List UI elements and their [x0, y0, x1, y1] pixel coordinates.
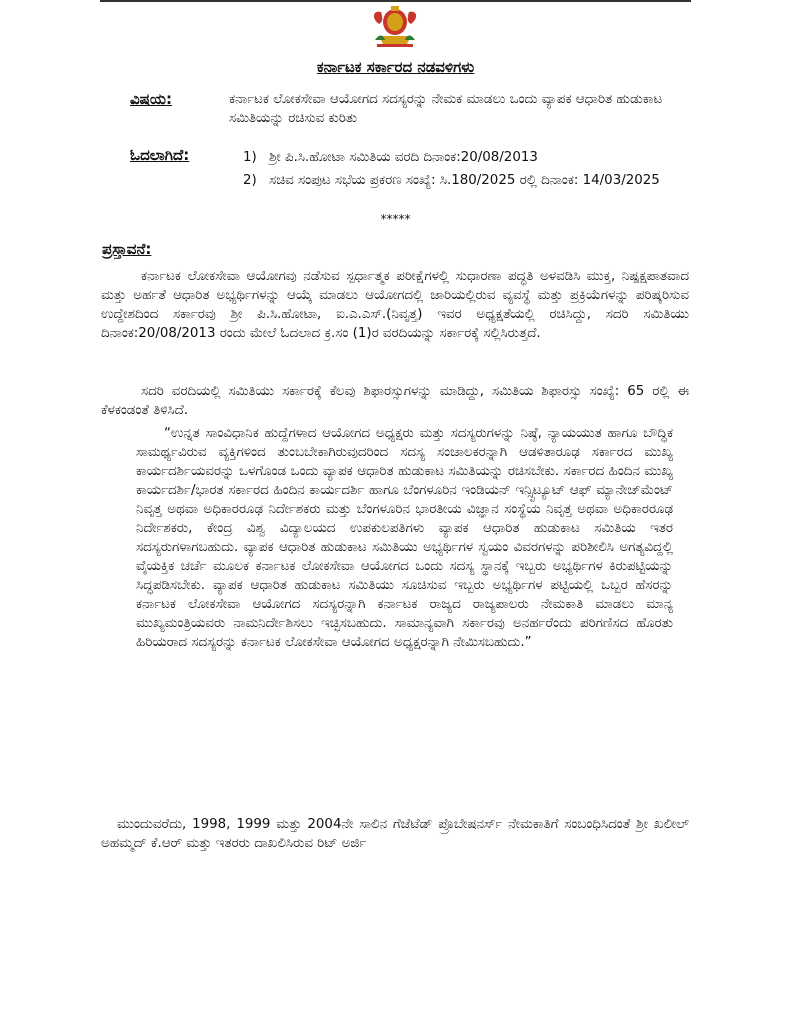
reference-text: ಸಚಿವ ಸಂಪುಟ ಸಭೆಯ ಪ್ರಕರಣ ಸಂಖ್ಯೆ: ಸಿ.180/2025 ರಲ್ಲಿ ದಿನಾಂಕ: 14/03/2025	[269, 173, 660, 188]
quoted-recommendation: “ಉನ್ನತ ಸಾಂವಿಧಾನಿಕ ಹುದ್ದೆಗಳಾದ ಆಯೋಗದ ಅಧ್ಯಕ್ಷರು ಮತ್ತು ಸದಸ್ಯರುಗಳನ್ನು ನಿಷ್ಠೆ, ನ್ಯಾಯಯುತ ಹಾಗೂ ಬೌದ್ಧಿಕ ಸಾಮರ್ಥ್ಯವಿರುವ ವ್ಯಕ್ತಿಗಳಿಂದ ತುಂಬಬೇಕಾಗಿರುವುದರಿಂದ ಸದಸ್ಯ ಸಂಚಾಲಕರನ್ನಾಗಿ ಆಡಳಿತಾರೂಢ ಸರ್ಕಾರದ ಮುಖ್ಯ ಕಾರ್ಯದರ್ಶಿಯವರನ್ನು ಒಳಗೊಂಡ ಒಂದು ವ್ಯಾಪಕ ಆಧಾರಿತ ಹುಡುಕಾಟ ಸಮಿತಿಯನ್ನು ರಚಿಸಬೇಕು. ಸರ್ಕಾರದ ಹಿಂದಿನ ಮುಖ್ಯ ಕಾರ್ಯದರ್ಶಿ/ಭಾರತ ಸರ್ಕಾರದ ಹಿಂದಿನ ಕಾರ್ಯದರ್ಶಿ ಹಾಗೂ ಬೆಂಗಳೂರಿನ ಇಂಡಿಯನ್ ಇನ್ಸ್ಟಿಟ್ಯೂಟ್ ಆಫ್ ಮ್ಯಾನೇಜ್‌ಮೆಂಟ್ ನಿವೃತ್ತ ಅಥವಾ ಅಧಿಕಾರರೂಢ ನಿರ್ದೇಶಕರು ಮತ್ತು ಬೆಂಗಳೂರಿನ ಭಾರತೀಯ ವಿಜ್ಞಾನ ಸಂಸ್ಥೆಯ ನಿವೃತ್ತ ಅಥವಾ ಅಧಿಕಾರರೂಢ ನಿರ್ದೇಶಕರು, ಕೇಂದ್ರ ವಿಶ್ವ ವಿದ್ಯಾಲಯದ ಉಪಕುಲಪತಿಗಳು ವ್ಯಾಪಕ ಆಧಾರಿತ ಹುಡುಕಾಟ ಸಮಿತಿಯ ಇತರ ಸದಸ್ಯರುಗಳಾಗಬಹುದು. ವ್ಯಾಪಕ ಆಧಾರಿತ ಹುಡುಕಾಟ ಸಮಿತಿಯು ಅಭ್ಯರ್ಥಿಗಳ ಸ್ವಯಂ ವಿವರಗಳನ್ನು ಪರಿಶೀಲಿಸಿ ಅಗತ್ಯವಿದ್ದಲ್ಲಿ ವೈಯಕ್ತಿಕ ಚರ್ಚೆ ಮೂಲಕ ಕರ್ನಾಟಕ ಲೋಕಸೇವಾ ಆಯೋಗದ ಒಂದು ಸದಸ್ಯ ಸ್ಥಾನಕ್ಕೆ ಇಬ್ಬರು ಅಭ್ಯರ್ಥಿಗಳ ಕಿರುಪಟ್ಟಿಯನ್ನು ಸಿದ್ಧಪಡಿಸಬೇಕು. ವ್ಯಾಪಕ ಆಧಾರಿತ ಹುಡುಕಾಟ ಸಮಿತಿಯು ಸೂಚಿಸುವ ಇಬ್ಬರು ಅಭ್ಯರ್ಥಿಗಳ ಪಟ್ಟಿಯಲ್ಲಿ ಒಬ್ಬರ ಹೆಸರನ್ನು ಕರ್ನಾಟಕ ಲೋಕಸೇವಾ ಆಯೋಗದ ಸದಸ್ಯರನ್ನಾಗಿ ಕರ್ನಾಟಕ ರಾಜ್ಯದ ರಾಜ್ಯಪಾಲರು ನೇಮಕಾತಿ ಮಾಡಲು ಮಾನ್ಯ ಮುಖ್ಯಮಂತ್ರಿಯವರು ನಾಮನಿರ್ದೇಶಿಸಲು ಇಚ್ಛಿಸಬಹುದು. ಸಾಮಾನ್ಯವಾಗಿ ಸರ್ಕಾರವು ಅನರ್ಹರೆಂದು ಪರಿಗಣಿಸದ ಹೊರತು ಹಿರಿಯರಾದ ಸದಸ್ಯರನ್ನು ಕರ್ನಾಟಕ ಲೋಕಸೇವಾ ಆಯೋಗದ ಅಧ್ಯಕ್ಷರನ್ನಾಗಿ ನೇಮಿಸಬಹುದು.”	[136, 426, 673, 650]
reference-text: ಶ್ರೀ ಪಿ.ಸಿ.ಹೋಟಾ ಸಮಿತಿಯ ವರದಿ ದಿನಾಂಕ:20/08/2013	[269, 150, 538, 165]
reference-item-2	[243, 171, 673, 209]
subject-text: ಕರ್ನಾಟಕ ಲೋಕಸೇವಾ ಆಯೋಗದ ಸದಸ್ಯರನ್ನು ನೇಮಕ ಮಾಡಲು ಒಂದು ವ್ಯಾಪಕ ಆಧಾರಿತ ಹುಡುಕಾಟ ಸಮಿತಿಯನ್ನು ರಚಿಸುವ ಕುರಿತು	[229, 92, 663, 126]
reference-number: 1)	[243, 150, 257, 165]
reference-item-1	[243, 148, 673, 167]
preamble-label: ಪ್ರಸ್ತಾವನೆ:	[102, 240, 152, 258]
section-separator: *****	[380, 212, 411, 226]
page-title: ಕರ್ನಾಟಕ ಸರ್ಕಾರದ ನಡವಳಿಗಳು	[316, 58, 475, 76]
reference-label: ಓದಲಾಗಿದೆ:	[130, 146, 190, 164]
paragraph-2: ಸದರಿ ವರದಿಯಲ್ಲಿ ಸಮಿತಿಯು ಸರ್ಕಾರಕ್ಕೆ ಕೆಲವು ಶಿಫಾರಸ್ಸುಗಳನ್ನು ಮಾಡಿದ್ದು, ಸಮಿತಿಯ ಶಿಫಾರಸ್ಸು ಸಂಖ್ಯೆ: 65 ರಲ್ಲಿ ಈ ಕೆಳಕಂಡಂತೆ ತಿಳಿಸಿದೆ.	[101, 384, 689, 418]
reference-number: 2)	[243, 173, 257, 188]
paragraph-1: ಕರ್ನಾಟಕ ಲೋಕಸೇವಾ ಆಯೋಗವು ನಡೆಸುವ ಸ್ಪರ್ಧಾತ್ಮಕ ಪರೀಕ್ಷೆಗಳಲ್ಲಿ ಸುಧಾರಣಾ ಪದ್ಧತಿ ಅಳವಡಿಸಿ ಮುಕ್ತ, ನಿಷ್ಪಕ್ಷಪಾತವಾದ ಮತ್ತು ಅರ್ಹತೆ ಆಧಾರಿತ ಅಭ್ಯರ್ಥಿಗಳನ್ನು ಆಯ್ಕೆ ಮಾಡಲು ಆಯೋಗದಲ್ಲಿ ಜಾರಿಯಲ್ಲಿರುವ ವ್ಯವಸ್ಥೆ ಮತ್ತು ಪ್ರಕ್ರಿಯೆಗಳನ್ನು ಪರಿಷ್ಕರಿಸುವ ಉದ್ದೇಶದಿಂದ ಸರ್ಕಾರವು ಶ್ರೀ ಪಿ.ಸಿ.ಹೋಟಾ, ಐ.ಎ.ಎಸ್.(ನಿವೃತ್ತ) ಇವರ ಅಧ್ಯಕ್ಷತೆಯಲ್ಲಿ ರಚಿಸಿದ್ದು, ಸದರಿ ಸಮಿತಿಯು ದಿನಾಂಕ:20/08/2013 ರಂದು ಮೇಲೆ ಓದಲಾದ ಕ್ರ.ಸಂ (1)ರ ವರದಿಯನ್ನು ಸರ್ಕಾರಕ್ಕೆ ಸಲ್ಲಿಸಿರುತ್ತದೆ.	[101, 269, 689, 341]
karnataka-emblem-icon	[369, 4, 421, 48]
top-rule	[100, 0, 691, 2]
subject-label: ವಿಷಯ:	[130, 90, 172, 108]
paragraph-3: ಮುಂದುವರೆದು, 1998, 1999 ಮತ್ತು 2004ನೇ ಸಾಲಿನ ಗೆಜೆಟೆಡ್ ಪ್ರೊಬೇಷನರ್ಸ್ ನೇಮಕಾತಿಗೆ ಸಂಬಂಧಿಸಿದಂತೆ ಶ್ರೀ ಖಲೀಲ್ ಅಹಮ್ಮದ್ ಕೆ.ಆರ್ ಮತ್ತು ಇತರರು ದಾಖಲಿಸಿರುವ ರಿಟ್ ಅರ್ಜಿ	[101, 817, 689, 851]
